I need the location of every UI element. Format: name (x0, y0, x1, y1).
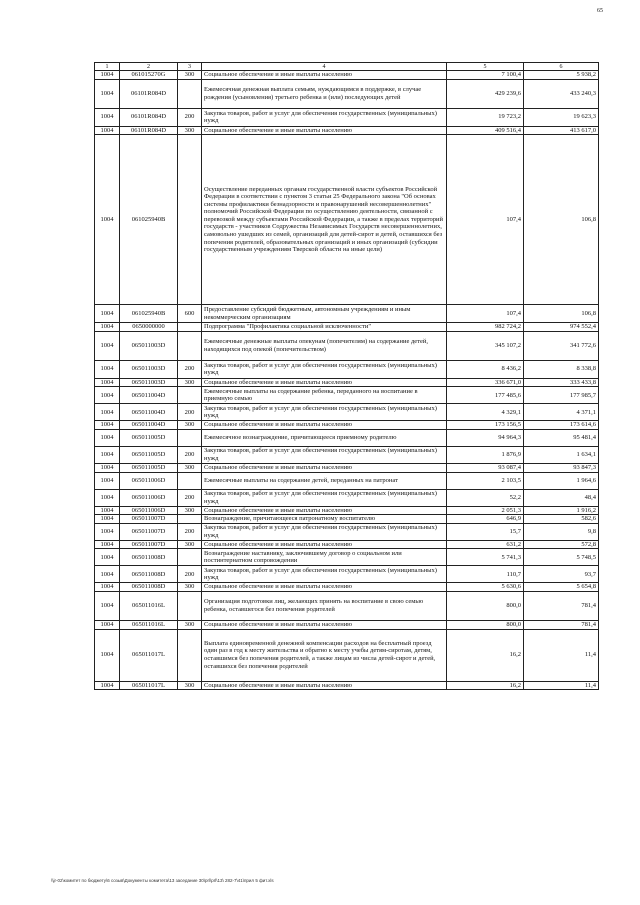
expense-type-cell: 300 (178, 126, 202, 135)
table-row (95, 387, 599, 404)
amount-plan-cell: 16,2 (447, 629, 524, 681)
target-article-cell: 06101R084D (120, 108, 178, 126)
section-code-cell: 1004 (95, 331, 120, 360)
description-cell: Закупка товаров, работ и услуг для обеспечения государственных (муниципальных) нужд (202, 108, 447, 126)
header-cell: 6 (524, 63, 599, 71)
expense-type-cell: 600 (178, 305, 202, 323)
amount-plan-cell: 2 103,5 (447, 472, 524, 489)
section-code-cell: 1004 (95, 126, 120, 135)
target-article-cell: 065011005D (120, 446, 178, 463)
amount-plan-cell: 5 630,6 (447, 583, 524, 592)
amount-plan-cell: 336 671,0 (447, 378, 524, 387)
target-article-cell: 06101R084D (120, 79, 178, 108)
description-cell: Социальное обеспечение и иные выплаты населению (202, 71, 447, 80)
table-row (95, 472, 599, 489)
amount-actual-cell: 19 623,3 (524, 108, 599, 126)
expense-type-cell: 300 (178, 583, 202, 592)
expense-type-cell (178, 629, 202, 681)
amount-actual-cell: 5 938,2 (524, 71, 599, 80)
amount-actual-cell: 1 916,2 (524, 506, 599, 515)
target-article-cell: 065011006D (120, 489, 178, 506)
expense-type-cell: 200 (178, 404, 202, 421)
expense-type-cell (178, 472, 202, 489)
target-article-cell: 065011003D (120, 378, 178, 387)
target-article-cell: 065011017L (120, 681, 178, 690)
amount-plan-cell: 107,4 (447, 135, 524, 305)
amount-plan-cell: 345 107,2 (447, 331, 524, 360)
table-header-row (95, 63, 599, 71)
table-row (95, 404, 599, 421)
expense-type-cell (178, 79, 202, 108)
expense-type-cell (178, 515, 202, 524)
table-row (95, 71, 599, 80)
description-cell: Социальное обеспечение и иные выплаты населению (202, 126, 447, 135)
amount-plan-cell: 800,0 (447, 620, 524, 629)
table-row (95, 323, 599, 332)
description-cell: Ежемесячные выплаты на содержание ребенка, переданного на воспитание в приемную семью (202, 387, 447, 404)
target-article-cell: 061015270G (120, 71, 178, 80)
amount-plan-cell: 4 329,1 (447, 404, 524, 421)
amount-plan-cell: 8 436,2 (447, 360, 524, 378)
description-cell: Вознаграждение наставнику, заключившему договор о социальном или постинтернатном сопровождении (202, 549, 447, 566)
amount-actual-cell: 11,4 (524, 629, 599, 681)
section-code-cell: 1004 (95, 108, 120, 126)
expense-type-cell: 200 (178, 108, 202, 126)
target-article-cell: 065011004D (120, 387, 178, 404)
section-code-cell: 1004 (95, 305, 120, 323)
header-cell: 5 (447, 63, 524, 71)
expense-type-cell: 200 (178, 446, 202, 463)
section-code-cell: 1004 (95, 472, 120, 489)
expense-type-cell (178, 549, 202, 566)
target-article-cell: 065011008D (120, 583, 178, 592)
section-code-cell: 1004 (95, 323, 120, 332)
header-cell: 2 (120, 63, 178, 71)
amount-actual-cell: 582,6 (524, 515, 599, 524)
amount-plan-cell: 429 239,6 (447, 79, 524, 108)
target-article-cell: 065011006D (120, 506, 178, 515)
amount-actual-cell: 781,4 (524, 591, 599, 620)
amount-plan-cell: 982 724,2 (447, 323, 524, 332)
target-article-cell: 065011007D (120, 540, 178, 549)
table-row (95, 540, 599, 549)
amount-actual-cell: 974 552,4 (524, 323, 599, 332)
table-row (95, 360, 599, 378)
expense-type-cell: 300 (178, 681, 202, 690)
amount-actual-cell: 93,7 (524, 566, 599, 583)
description-cell: Организация подготовки лиц, желающих принять на воспитание в свою семью ребенка, оставшегося без попечения родителей (202, 591, 447, 620)
description-cell: Закупка товаров, работ и услуг для обеспечения государственных (муниципальных) нужд (202, 446, 447, 463)
description-cell: Предоставление субсидий бюджетным, автономным учреждениям и иным некоммерческим организациям (202, 305, 447, 323)
section-code-cell: 1004 (95, 506, 120, 515)
section-code-cell: 1004 (95, 421, 120, 430)
amount-plan-cell: 5 741,3 (447, 549, 524, 566)
table-row (95, 463, 599, 472)
amount-plan-cell: 19 723,2 (447, 108, 524, 126)
target-article-cell: 065011004D (120, 421, 178, 430)
amount-actual-cell: 106,8 (524, 305, 599, 323)
amount-plan-cell: 173 156,5 (447, 421, 524, 430)
amount-actual-cell: 93 847,3 (524, 463, 599, 472)
table-row (95, 108, 599, 126)
expense-type-cell: 300 (178, 463, 202, 472)
table-row (95, 566, 599, 583)
amount-actual-cell: 433 240,3 (524, 79, 599, 108)
amount-plan-cell: 15,7 (447, 523, 524, 540)
description-cell: Социальное обеспечение и иные выплаты населению (202, 421, 447, 430)
amount-actual-cell: 1 964,6 (524, 472, 599, 489)
table-row (95, 549, 599, 566)
amount-plan-cell: 1 876,9 (447, 446, 524, 463)
expense-type-cell: 200 (178, 489, 202, 506)
section-code-cell: 1004 (95, 566, 120, 583)
amount-actual-cell: 333 433,8 (524, 378, 599, 387)
description-cell: Осуществление переданных органам государственной власти субъектов Российской Федерации в соответствии с пунктом 3 статьи 25 Федерального закона "Об основах системы профилактики безнадзорности и правонарушений несовершеннолетних" полномочий Российской Федерации по осуществлению деятельности, связанной с перевозкой между субъектами Российской Федерации, а также в пределах территорий государств - участников Содружества Независимых Государств несовершеннолетних, самовольно ушедших из семей, организаций для детей-сирот и детей, оставшихся без попечения родителей, образовательных организаций и иных организаций (субсидии государственным учреждениям Тверской области на иные цели) (202, 135, 447, 305)
table-row (95, 429, 599, 446)
expense-type-cell: 300 (178, 71, 202, 80)
table-row (95, 620, 599, 629)
amount-plan-cell: 16,2 (447, 681, 524, 690)
description-cell: Социальное обеспечение и иные выплаты населению (202, 583, 447, 592)
amount-actual-cell: 5 748,5 (524, 549, 599, 566)
section-code-cell: 1004 (95, 446, 120, 463)
section-code-cell: 1004 (95, 429, 120, 446)
description-cell: Закупка товаров, работ и услуг для обеспечения государственных (муниципальных) нужд (202, 523, 447, 540)
section-code-cell: 1004 (95, 463, 120, 472)
amount-actual-cell: 781,4 (524, 620, 599, 629)
target-article-cell: 065011008D (120, 566, 178, 583)
section-code-cell: 1004 (95, 404, 120, 421)
table-row (95, 126, 599, 135)
description-cell: Закупка товаров, работ и услуг для обеспечения государственных (муниципальных) нужд (202, 566, 447, 583)
expense-type-cell: 200 (178, 566, 202, 583)
amount-actual-cell: 106,8 (524, 135, 599, 305)
target-article-cell: 065011004D (120, 404, 178, 421)
section-code-cell: 1004 (95, 515, 120, 524)
description-cell: Социальное обеспечение и иные выплаты населению (202, 378, 447, 387)
table-row (95, 629, 599, 681)
target-article-cell: 065011016L (120, 591, 178, 620)
amount-actual-cell: 1 634,1 (524, 446, 599, 463)
section-code-cell: 1004 (95, 135, 120, 305)
section-code-cell: 1004 (95, 71, 120, 80)
amount-actual-cell: 572,8 (524, 540, 599, 549)
description-cell: Ежемесячные денежные выплаты опекунам (попечителям) на содержание детей, находящихся под опекой (попечительством) (202, 331, 447, 360)
amount-actual-cell: 48,4 (524, 489, 599, 506)
expense-type-cell (178, 387, 202, 404)
description-cell: Социальное обеспечение и иные выплаты населению (202, 540, 447, 549)
amount-plan-cell: 110,7 (447, 566, 524, 583)
target-article-cell: 065011003D (120, 331, 178, 360)
target-article-cell: 065011003D (120, 360, 178, 378)
header-cell: 4 (202, 63, 447, 71)
amount-actual-cell: 177 985,7 (524, 387, 599, 404)
expense-type-cell: 300 (178, 620, 202, 629)
expense-type-cell: 300 (178, 540, 202, 549)
description-cell: Социальное обеспечение и иные выплаты населению (202, 620, 447, 629)
section-code-cell: 1004 (95, 549, 120, 566)
section-code-cell: 1004 (95, 79, 120, 108)
amount-actual-cell: 9,8 (524, 523, 599, 540)
amount-plan-cell: 7 100,4 (447, 71, 524, 80)
expense-type-cell (178, 323, 202, 332)
expense-type-cell (178, 591, 202, 620)
table-row (95, 421, 599, 430)
table-row (95, 305, 599, 323)
expense-type-cell: 200 (178, 523, 202, 540)
amount-plan-cell: 409 516,4 (447, 126, 524, 135)
section-code-cell: 1004 (95, 629, 120, 681)
amount-actual-cell: 4 371,1 (524, 404, 599, 421)
table-row (95, 515, 599, 524)
target-article-cell: 061025940В (120, 305, 178, 323)
description-cell: Социальное обеспечение и иные выплаты населению (202, 681, 447, 690)
section-code-cell: 1004 (95, 489, 120, 506)
target-article-cell: 065011008D (120, 549, 178, 566)
description-cell: Ежемесячная денежная выплата семьям, нуждающимся в поддержке, в случае рождения (усыновления) третьего ребенка и (или) последующих детей (202, 79, 447, 108)
amount-plan-cell: 93 087,4 (447, 463, 524, 472)
budget-table (94, 62, 599, 690)
target-article-cell: 065011006D (120, 472, 178, 489)
footer-file-path: \\jr-02\комитет по бюджету\6 созыв\Документы комитета\13 заседание 30\prl\prl\13\ 282-7\41\прил 5 фит.xls (51, 878, 274, 883)
description-cell: Вознаграждение, причитающееся патронатному воспитателю (202, 515, 447, 524)
description-cell: Ежемесячные выплаты на содержание детей, переданных на патронат (202, 472, 447, 489)
table-row (95, 446, 599, 463)
amount-plan-cell: 107,4 (447, 305, 524, 323)
table-row (95, 378, 599, 387)
target-article-cell: 065011017L (120, 629, 178, 681)
header-cell: 1 (95, 63, 120, 71)
table-row (95, 79, 599, 108)
amount-actual-cell: 5 654,8 (524, 583, 599, 592)
table-row (95, 591, 599, 620)
amount-plan-cell: 52,2 (447, 489, 524, 506)
table-row (95, 523, 599, 540)
amount-plan-cell: 800,0 (447, 591, 524, 620)
amount-actual-cell: 341 772,6 (524, 331, 599, 360)
section-code-cell: 1004 (95, 387, 120, 404)
expense-type-cell: 300 (178, 421, 202, 430)
target-article-cell: 061025940В (120, 135, 178, 305)
table-row (95, 135, 599, 305)
section-code-cell: 1004 (95, 378, 120, 387)
expense-type-cell: 200 (178, 360, 202, 378)
expense-type-cell (178, 135, 202, 305)
description-cell: Закупка товаров, работ и услуг для обеспечения государственных (муниципальных) нужд (202, 489, 447, 506)
amount-actual-cell: 11,4 (524, 681, 599, 690)
section-code-cell: 1004 (95, 591, 120, 620)
section-code-cell: 1004 (95, 681, 120, 690)
table-row (95, 331, 599, 360)
target-article-cell: 065011005D (120, 429, 178, 446)
section-code-cell: 1004 (95, 523, 120, 540)
target-article-cell: 065011005D (120, 463, 178, 472)
expense-type-cell (178, 429, 202, 446)
page-number: 65 (597, 8, 603, 14)
amount-plan-cell: 631,2 (447, 540, 524, 549)
expense-type-cell (178, 331, 202, 360)
description-cell: Закупка товаров, работ и услуг для обеспечения государственных (муниципальных) нужд (202, 360, 447, 378)
amount-actual-cell: 95 481,4 (524, 429, 599, 446)
target-article-cell: 06101R084D (120, 126, 178, 135)
section-code-cell: 1004 (95, 583, 120, 592)
target-article-cell: 065011016L (120, 620, 178, 629)
amount-actual-cell: 8 338,8 (524, 360, 599, 378)
description-cell: Выплата единовременной денежной компенсации расходов на бесплатный проезд один раз в год к месту жительства и обратно к месту учебы детям-сиротам, детям, оставшимся без попечения родителей, а также лицам из числа детей-сирот и детей, оставшихся без попечения родителей (202, 629, 447, 681)
section-code-cell: 1004 (95, 360, 120, 378)
target-article-cell: 0650000000 (120, 323, 178, 332)
amount-plan-cell: 646,9 (447, 515, 524, 524)
amount-actual-cell: 173 614,6 (524, 421, 599, 430)
description-cell: Социальное обеспечение и иные выплаты населению (202, 506, 447, 515)
expense-type-cell: 300 (178, 506, 202, 515)
amount-plan-cell: 177 485,6 (447, 387, 524, 404)
description-cell: Социальное обеспечение и иные выплаты населению (202, 463, 447, 472)
expense-type-cell: 300 (178, 378, 202, 387)
description-cell: Ежемесячное вознаграждение, причитающееся приемному родителю (202, 429, 447, 446)
description-cell: Закупка товаров, работ и услуг для обеспечения государственных (муниципальных) нужд (202, 404, 447, 421)
table-row (95, 489, 599, 506)
section-code-cell: 1004 (95, 540, 120, 549)
amount-actual-cell: 413 617,0 (524, 126, 599, 135)
table-row (95, 583, 599, 592)
target-article-cell: 065011007D (120, 523, 178, 540)
header-cell: 3 (178, 63, 202, 71)
description-cell: Подпрограмма "Профилактика социальной исключенности" (202, 323, 447, 332)
table-row (95, 506, 599, 515)
target-article-cell: 065011007D (120, 515, 178, 524)
table-row (95, 681, 599, 690)
amount-plan-cell: 94 964,3 (447, 429, 524, 446)
section-code-cell: 1004 (95, 620, 120, 629)
amount-plan-cell: 2 051,3 (447, 506, 524, 515)
